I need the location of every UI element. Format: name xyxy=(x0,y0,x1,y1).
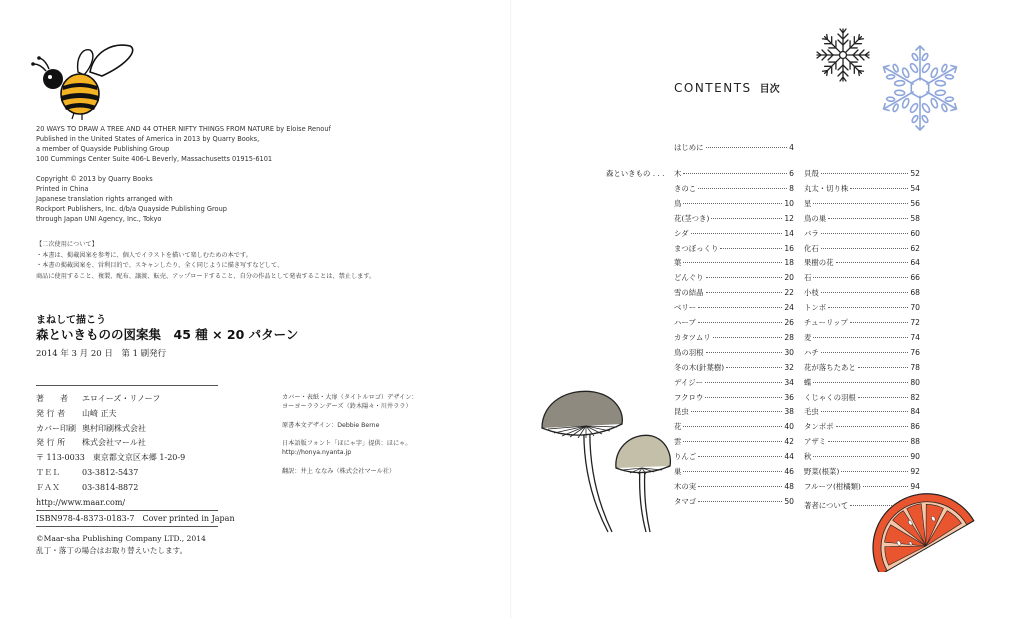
toc-leader xyxy=(683,426,782,427)
toc-leader xyxy=(698,307,782,308)
toc-page: 50 xyxy=(784,496,794,506)
toc-leader xyxy=(720,248,782,249)
toc-page: 30 xyxy=(784,347,794,357)
credit-value: 03-3812-5437 xyxy=(82,467,139,477)
toc-page: 46 xyxy=(784,467,794,476)
credit-label: カバー印刷 xyxy=(36,423,76,433)
toc-title: 野菜(根菜) xyxy=(804,467,840,476)
toc-page: 68 xyxy=(910,288,920,298)
toc-entry xyxy=(804,302,920,313)
design-credit-line: 日本語版フォント「ほにゃ字」提供：ほにゃ。 xyxy=(282,440,412,448)
toc-title: バラ xyxy=(804,228,819,238)
toc-entry xyxy=(674,466,794,477)
toc-page: 72 xyxy=(910,318,920,327)
toc-page: 16 xyxy=(784,243,794,253)
usage-notice xyxy=(36,240,375,282)
credit-line: 20 WAYS TO DRAW A TREE AND 44 OTHER NIFTY THINGS FROM NATURE by Eloise Renouf xyxy=(36,125,331,133)
toc-entry xyxy=(804,228,920,239)
toc-page: 92 xyxy=(910,467,920,476)
toc-leader xyxy=(821,233,909,234)
credit-line: Published in the United States of America in 2013 by Quarry Books, xyxy=(36,135,260,143)
credit-line: 100 Cummings Center Suite 406-L Beverly, Massachusetts 01915-6101 xyxy=(36,155,273,163)
bee-icon xyxy=(20,42,142,120)
toc-title: ハーブ xyxy=(674,318,696,327)
toc-title: デイジー xyxy=(674,377,704,387)
toc-leader xyxy=(683,441,782,442)
toc-title: タマゴ xyxy=(674,496,697,506)
credit-label: ＦＡＸ xyxy=(36,482,60,492)
design-credit-line: 原書本文デザイン：Debbie Berne xyxy=(282,421,380,429)
toc-entry xyxy=(804,421,920,432)
toc-entry xyxy=(804,377,920,388)
toc-page: 84 xyxy=(910,407,920,417)
toc-column-1 xyxy=(674,168,794,508)
toc-entry xyxy=(674,257,794,268)
toc-page: 20 xyxy=(784,273,794,283)
toc-leader xyxy=(828,218,908,219)
credit-row xyxy=(36,466,185,481)
credit-row xyxy=(36,496,185,511)
toc-entry xyxy=(674,243,794,254)
snowflake-black-icon xyxy=(812,24,874,86)
toc-entry xyxy=(804,362,920,373)
toc-entry xyxy=(674,451,794,462)
isbn: ISBN978-4-8373-0183-7 Cover printed in Japan xyxy=(36,514,235,523)
credit-value: 山崎 正夫 xyxy=(82,408,117,418)
toc-title: りんご xyxy=(674,452,697,462)
toc-column-2 xyxy=(804,168,920,508)
design-credit-line: http://honya.nyanta.jp xyxy=(282,449,352,457)
toc-title: 秋 xyxy=(804,452,812,462)
usage-line: ・本書の掲載図案を、営利目的で、スキャンしたり、全く同じように描き写すなどして、 xyxy=(36,262,284,269)
toc-leader xyxy=(821,292,909,293)
toc-title: 花(茎つき) xyxy=(674,213,710,223)
toc-leader xyxy=(698,322,783,323)
toc-page: 58 xyxy=(910,213,920,223)
toc-leader xyxy=(828,441,908,442)
toc-page: 10 xyxy=(784,198,794,208)
book-title: 森といきものの図案集 45 種 × 20 パターン xyxy=(36,327,299,342)
contents-title-en: CONTENTS xyxy=(674,81,752,95)
toc-entry xyxy=(674,392,794,403)
toc-page: 22 xyxy=(784,288,794,298)
toc-entry xyxy=(674,362,794,373)
toc-entry xyxy=(804,332,920,343)
toc-entry xyxy=(804,392,920,403)
contents-title-jp: 目次 xyxy=(759,84,780,95)
toc-page: 44 xyxy=(784,452,794,462)
toc-title: フルーツ(柑橘類) xyxy=(804,481,861,491)
toc-title: 小枝 xyxy=(804,288,819,298)
toc-page: 14 xyxy=(784,228,794,238)
toc-title: 冬の木(針葉樹) xyxy=(674,362,725,372)
toc-title: 丸太・切り株 xyxy=(804,183,849,193)
credit-value: 奥村印刷株式会社 xyxy=(82,423,146,433)
orange-slice-icon xyxy=(866,486,986,572)
toc-leader xyxy=(706,352,783,353)
toc-page: 18 xyxy=(784,258,794,268)
toc-leader xyxy=(813,456,908,457)
toc-title: 麦 xyxy=(804,332,812,342)
toc-page: 38 xyxy=(784,407,794,417)
toc-title: 貝殻 xyxy=(804,169,819,178)
usage-line: ・本書は、掲載図案を参考に、個人でイラストを描いて楽しむための本です。 xyxy=(36,251,252,259)
toc-page: 28 xyxy=(784,332,794,342)
toc-entry xyxy=(674,436,794,447)
toc-entry xyxy=(674,421,794,432)
toc-page: 52 xyxy=(910,169,920,178)
copyright-block xyxy=(36,174,227,224)
credit-row xyxy=(36,392,185,407)
toc-page: 74 xyxy=(910,332,920,342)
toc-page: 56 xyxy=(910,198,920,208)
toc-page: 24 xyxy=(784,303,794,313)
toc-title: 化石 xyxy=(804,243,819,253)
toc-page: 94 xyxy=(910,481,920,491)
toc-leader xyxy=(683,262,782,263)
toc-leader xyxy=(821,248,909,249)
toc-title: タンポポ xyxy=(804,422,834,432)
toc-title: まつぼっくり xyxy=(674,243,719,253)
toc-page: 26 xyxy=(784,318,794,327)
toc-title: チューリップ xyxy=(804,318,848,327)
toc-leader xyxy=(691,233,783,234)
credit-row xyxy=(36,481,185,496)
copyright-line: Japanese translation rights arranged with xyxy=(36,195,173,203)
toc-leader xyxy=(821,411,909,412)
toc-title: カタツムリ xyxy=(674,332,711,342)
toc-entry xyxy=(804,466,920,477)
toc-leader xyxy=(828,307,908,308)
toc-entry xyxy=(674,213,794,224)
design-credit-line xyxy=(282,411,418,420)
credit-row xyxy=(36,407,185,422)
toc-page: 12 xyxy=(784,213,794,223)
toc-page: 6 xyxy=(789,169,794,178)
credit-value: http://www.maar.com/ xyxy=(36,497,126,507)
usage-line: 【二次使用について】 xyxy=(36,241,98,248)
toc-page: 48 xyxy=(784,481,794,491)
contents-title xyxy=(674,80,780,95)
toc-title: 葉 xyxy=(674,258,682,268)
credits-table xyxy=(36,392,185,510)
toc-page: 66 xyxy=(910,273,920,283)
credit-label: ＴＥＬ xyxy=(36,467,60,477)
credit-value: 株式会社マール社 xyxy=(82,438,146,448)
toc-entry xyxy=(674,198,794,209)
toc-page: 76 xyxy=(910,347,920,357)
toc-entry xyxy=(674,183,794,194)
toc-entry xyxy=(804,168,920,179)
toc-leader xyxy=(841,471,908,472)
design-credit-line: ヨーヨーラランデーズ（鈴木陽々・川井ララ） xyxy=(282,403,412,411)
toc-entry xyxy=(674,302,794,313)
design-credit-line: 翻訳：井上 ななみ（株式会社マール社） xyxy=(282,467,396,475)
toc-page: 78 xyxy=(910,362,920,372)
toc-entry xyxy=(804,451,920,462)
book-kicker: まねして描こう xyxy=(36,315,106,326)
toc-entry xyxy=(804,317,920,328)
toc-title: トンボ xyxy=(804,303,827,313)
toc-title: 木の実 xyxy=(674,481,697,491)
credit-label: 発 行 所 xyxy=(36,438,66,448)
toc-leader xyxy=(683,203,782,204)
credit-row xyxy=(36,436,185,451)
toc-entry xyxy=(804,243,920,254)
toc-entry xyxy=(804,406,920,417)
toc-page: 62 xyxy=(910,243,920,253)
toc-title: くじゃくの羽根 xyxy=(804,392,856,402)
toc-leader xyxy=(683,471,782,472)
credit-value: 〒 113-0033 東京都文京区本郷 1-20-9 xyxy=(36,453,186,463)
toc-leader xyxy=(813,203,908,204)
toc-leader xyxy=(706,277,783,278)
credit-row xyxy=(36,422,185,437)
toc-entry xyxy=(674,287,794,298)
toc-title: 雪の結晶 xyxy=(674,288,704,298)
toc-leader xyxy=(836,262,909,263)
toc-entry xyxy=(674,168,794,179)
toc-leader xyxy=(698,456,782,457)
design-credits xyxy=(282,393,418,476)
divider-top xyxy=(36,385,218,386)
toc-leader xyxy=(698,501,782,502)
toc-page: 8 xyxy=(789,183,794,193)
toc-entry xyxy=(804,272,920,283)
copyright-line: Copyright © 2013 by Quarry Books xyxy=(36,175,153,183)
toc-title: 木 xyxy=(674,169,682,178)
toc-page: 86 xyxy=(910,422,920,432)
toc-entry xyxy=(804,257,920,268)
toc-leader xyxy=(726,367,782,368)
toc-entry xyxy=(804,183,920,194)
design-credit-line xyxy=(282,457,418,466)
toc-page: 70 xyxy=(910,303,920,313)
credit-value: エロイーズ・リノーフ xyxy=(82,394,161,403)
toc-title: 星 xyxy=(804,198,812,208)
toc-leader xyxy=(850,322,909,323)
toc-entry xyxy=(804,347,920,358)
toc-entry xyxy=(674,406,794,417)
toc-page: 80 xyxy=(910,377,920,387)
toc-page: 32 xyxy=(784,362,794,372)
toc-title: 蝶 xyxy=(804,377,812,387)
toc-title: ベリー xyxy=(674,303,697,313)
toc-leader xyxy=(698,188,787,189)
design-credit-line xyxy=(282,430,418,439)
divider-bottom xyxy=(36,526,218,527)
toc-leader xyxy=(821,352,909,353)
credit-label: 著 者 xyxy=(36,394,68,403)
toc-leader xyxy=(813,337,908,338)
toc-page: 36 xyxy=(784,392,794,402)
toc-title: 果樹の花 xyxy=(804,258,834,268)
toc-entry xyxy=(674,377,794,388)
publish-date: 2014 年 3 月 20 日 第 1 刷発行 xyxy=(36,349,167,359)
usage-line: 商品に使用すること、複製、配布、譲渡、転売、アップロードすること、自分の作品として発表することは、禁止します。 xyxy=(36,272,376,280)
toc-title: どんぐり xyxy=(674,273,704,283)
credit-value: 03-3814-8872 xyxy=(82,482,139,492)
toc-title: シダ xyxy=(674,228,689,238)
copyright-line: Printed in China xyxy=(36,185,89,193)
toc-title: 鳥 xyxy=(674,198,682,208)
toc-entry xyxy=(674,347,794,358)
credit-label: 発 行 者 xyxy=(36,408,66,418)
toc-page: 42 xyxy=(784,437,794,447)
credit-line: a member of Quayside Publishing Group xyxy=(36,145,170,153)
toc-entry xyxy=(804,436,920,447)
footer-line: 乱丁・落丁の場合はお取り替えいたします。 xyxy=(36,546,188,555)
toc-title: 鳥の羽根 xyxy=(674,347,704,357)
toc-title: 著者について xyxy=(804,501,849,510)
toc-entry xyxy=(674,481,794,492)
credit-row xyxy=(36,451,185,466)
copyright-line: through Japan UNI Agency, Inc., Tokyo xyxy=(36,215,162,223)
copyright-line: Rockport Publishers, Inc. d/b/a Quayside Publishing Group xyxy=(36,205,227,213)
toc-page: 82 xyxy=(910,392,920,402)
toc-leader xyxy=(850,188,908,189)
footer-line: ©Maar-sha Publishing Company LTD., 2014 xyxy=(36,534,206,543)
toc-entry-intro xyxy=(674,142,794,153)
toc-leader xyxy=(706,292,783,293)
design-credit-line: カバー・表紙・大扉（タイトルロゴ）デザイン： xyxy=(282,394,418,401)
toc-leader xyxy=(858,367,909,368)
right-page xyxy=(512,0,1024,618)
section-label: 森といきもの . . . xyxy=(606,169,665,178)
toc-leader xyxy=(713,337,783,338)
toc-title: はじめに xyxy=(674,143,704,152)
toc-title: 昆虫 xyxy=(674,407,689,417)
toc-leader xyxy=(706,147,788,148)
english-credits xyxy=(36,124,331,164)
toc-leader xyxy=(691,411,783,412)
toc-leader xyxy=(858,397,909,398)
toc-leader xyxy=(683,173,787,174)
toc-entry xyxy=(674,228,794,239)
toc-entry xyxy=(674,332,794,343)
toc-entry xyxy=(804,213,920,224)
toc-title: きのこ xyxy=(674,183,697,193)
toc-title: 毛虫 xyxy=(804,407,819,417)
toc-leader xyxy=(813,382,908,383)
toc-title: フクロウ xyxy=(674,392,704,402)
mushroom-icon xyxy=(524,382,674,552)
toc-page: 40 xyxy=(784,422,794,432)
toc-page: 34 xyxy=(784,377,794,387)
toc-leader xyxy=(711,218,782,219)
snowflake-blue-icon xyxy=(876,44,964,132)
toc-page: 90 xyxy=(910,452,920,462)
toc-title: 花 xyxy=(674,422,682,432)
toc-title: 巣 xyxy=(674,467,682,476)
toc-entry xyxy=(674,496,794,507)
toc-leader xyxy=(813,277,908,278)
toc-leader xyxy=(705,382,782,383)
toc-title: 雲 xyxy=(674,437,682,447)
toc-leader xyxy=(836,426,909,427)
toc-entry xyxy=(674,317,794,328)
toc-title: アザミ xyxy=(804,437,827,447)
toc-entry xyxy=(804,198,920,209)
toc-leader xyxy=(705,397,782,398)
footer xyxy=(36,533,206,557)
toc-title: 鳥の巣 xyxy=(804,213,827,223)
toc-entry xyxy=(674,272,794,283)
toc-title: 花が落ちたあと xyxy=(804,362,856,372)
toc-entry xyxy=(804,287,920,298)
toc-page: 88 xyxy=(910,437,920,447)
toc-leader xyxy=(698,486,782,487)
toc-page: 60 xyxy=(910,228,920,238)
toc-title: 石 xyxy=(804,273,812,283)
divider-mid xyxy=(36,510,218,511)
toc-page: 64 xyxy=(910,258,920,268)
toc-title: ハチ xyxy=(804,347,819,357)
toc-leader xyxy=(821,173,909,174)
toc-page: 4 xyxy=(789,143,794,152)
toc-page: 54 xyxy=(910,183,920,193)
